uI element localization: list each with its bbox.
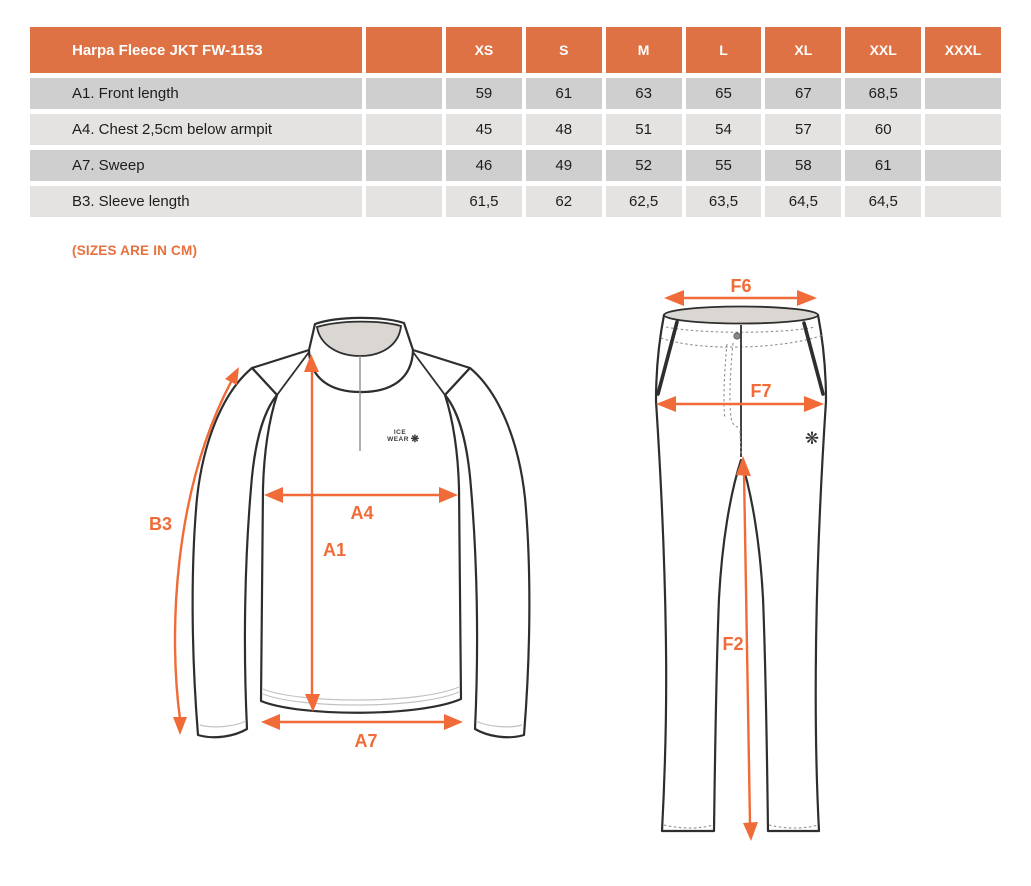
row-spacer-cell [366,150,442,181]
table-cell: 54 [686,114,762,145]
snowflake-icon: ❋ [804,429,820,448]
table-cell: 64,5 [765,186,841,217]
arrowhead [173,717,187,735]
row-label: A4. Chest 2,5cm below armpit [30,114,362,145]
measure-label-f2: F2 [722,634,744,654]
table-cell: 46 [446,150,522,181]
table-cell: 59 [446,78,522,109]
size-column-header: XS [446,27,522,73]
measure-label-f6: F6 [730,276,752,296]
arrowhead [743,822,758,841]
table-cell: 58 [765,150,841,181]
size-column-header: XXXL [925,27,1001,73]
brand-logo-text: WEAR [387,436,409,443]
snowflake-icon: ❋ [410,434,420,445]
sizes-unit-note: (SIZES ARE IN CM) [72,243,198,258]
row-label: A7. Sweep [30,150,362,181]
table-cell [925,150,1001,181]
table-cell: 55 [686,150,762,181]
table-cell: 48 [526,114,602,145]
arrowhead [797,290,817,306]
measure-label-b3: B3 [149,514,173,534]
table-cell: 62,5 [606,186,682,217]
pants-waist-opening [664,307,818,324]
arrowhead [261,714,280,730]
table-cell: 62 [526,186,602,217]
size-column-header: M [606,27,682,73]
measure-arrow-f2 [744,472,750,824]
table-cell: 64,5 [845,186,921,217]
measure-label-a4: A4 [350,503,374,523]
table-cell: 52 [606,150,682,181]
arrowhead [444,714,463,730]
measure-label-a1: A1 [323,540,347,560]
table-cell: 68,5 [845,78,921,109]
table-cell: 57 [765,114,841,145]
product-title: Harpa Fleece JKT FW-1153 [30,27,362,73]
pants-diagram [645,276,890,861]
table-cell: 60 [845,114,921,145]
table-cell: 61 [526,78,602,109]
row-label: A1. Front length [30,78,362,109]
size-column-header: S [526,27,602,73]
table-cell: 61 [845,150,921,181]
size-column-header: XL [765,27,841,73]
measure-label-f7: F7 [750,381,772,401]
table-cell: 49 [526,150,602,181]
row-spacer-cell [366,78,442,109]
table-cell: 63,5 [686,186,762,217]
row-label: B3. Sleeve length [30,186,362,217]
brand-logo-text: ICE [393,429,407,436]
waist-button [734,333,740,339]
size-table [30,27,1001,217]
row-spacer-cell [366,114,442,145]
table-cell: 51 [606,114,682,145]
table-cell: 67 [765,78,841,109]
table-cell [925,186,1001,217]
row-spacer-cell [366,186,442,217]
jacket-diagram [140,293,550,763]
header-spacer-cell [366,27,442,73]
table-cell: 65 [686,78,762,109]
jacket-body [252,350,470,713]
table-cell: 63 [606,78,682,109]
arrowhead [225,367,239,385]
arrowhead [664,290,684,306]
size-column-header: XXL [845,27,921,73]
table-cell [925,78,1001,109]
size-column-header: L [686,27,762,73]
table-cell: 45 [446,114,522,145]
table-cell: 61,5 [446,186,522,217]
table-cell [925,114,1001,145]
measure-label-a7: A7 [354,731,378,751]
